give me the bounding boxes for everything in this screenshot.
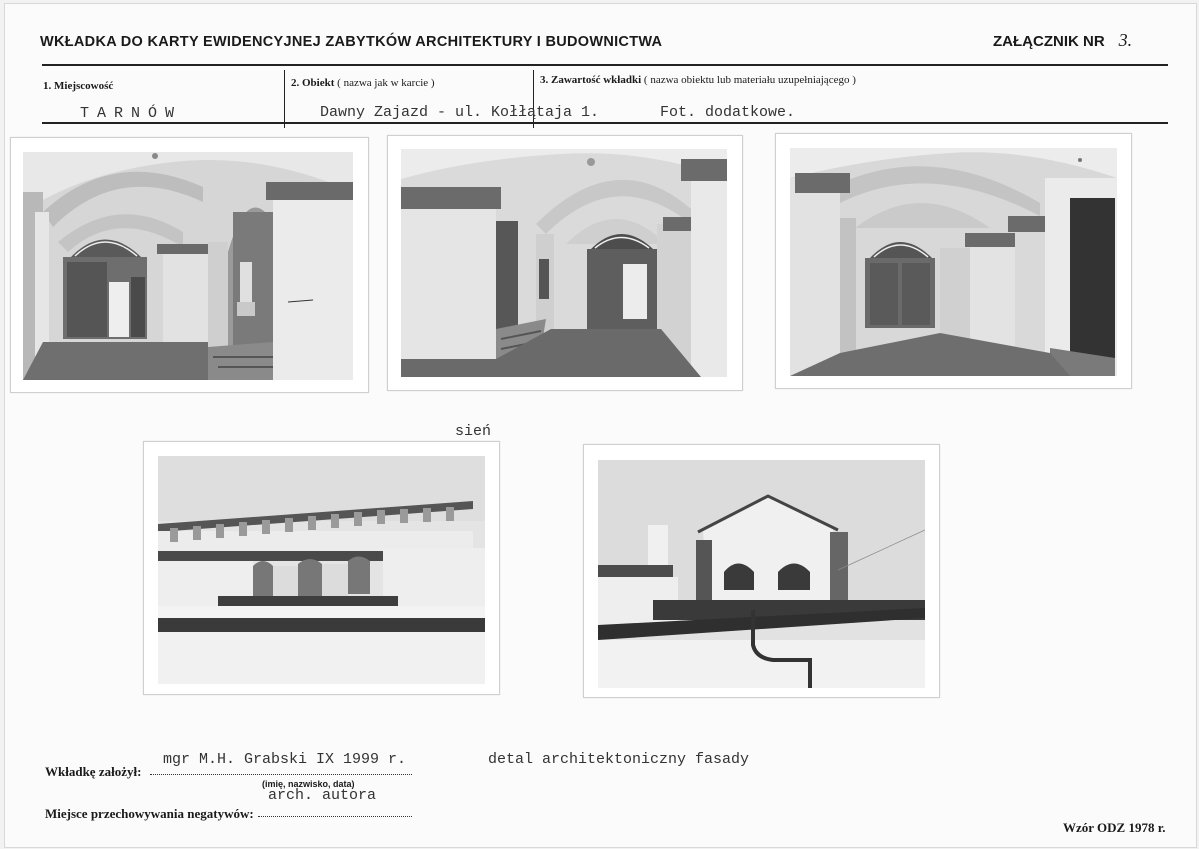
created-by-label: Wkładkę założył: — [45, 764, 142, 779]
photo-hallway-stairs — [23, 152, 353, 380]
bottom-rule — [42, 122, 1168, 124]
photo-caption-bottom: detal architektoniczny fasady — [488, 751, 750, 768]
created-by-line — [150, 774, 412, 775]
content-value: Fot. dodatkowe. — [660, 104, 796, 121]
negatives-value: arch. autora — [268, 787, 377, 804]
locality-value: TARNÓW — [80, 105, 183, 122]
photo-cornice-detail — [158, 456, 485, 684]
top-rule — [42, 64, 1168, 66]
photo-hallway-doors — [790, 148, 1117, 376]
form-title: WKŁADKA DO KARTY EWIDENCYJNEJ ZABYTKÓW ARCHITEKTURY I BUDOWNICTWA — [40, 34, 663, 50]
annex-number: 3. — [1118, 30, 1133, 50]
created-by-value: mgr M.H. Grabski IX 1999 r. — [163, 751, 407, 768]
photo-corridor — [401, 149, 727, 377]
content-label — [540, 74, 856, 86]
object-value: Dawny Zajazd - ul. Kołłątaja 1. — [320, 104, 600, 121]
object-label — [291, 77, 435, 89]
annex-label — [993, 30, 1132, 51]
photo-dormer-detail — [598, 460, 925, 688]
negatives-label: Miejsce przechowywania negatywów: — [45, 806, 254, 821]
content-label-hint: ( nazwa obiektu lub materiału uzupełniającego ) — [643, 74, 856, 86]
content-label-text: 3. Zawartość wkładki — [540, 74, 642, 86]
object-label-hint: ( nazwa jak w karcie ) — [337, 77, 435, 89]
form-model: Wzór ODZ 1978 r. — [1063, 820, 1166, 835]
photo-caption-top: sień — [455, 423, 492, 440]
created-by-hint: (imię, nazwisko, data) — [262, 779, 355, 789]
object-label-text: 2. Obiekt — [291, 77, 335, 89]
annex-text: ZAŁĄCZNIK NR — [993, 33, 1105, 50]
record-sheet — [4, 3, 1197, 848]
divider-1 — [284, 70, 285, 128]
negatives-line — [258, 816, 412, 817]
locality-label: 1. Miejscowość — [43, 80, 114, 92]
